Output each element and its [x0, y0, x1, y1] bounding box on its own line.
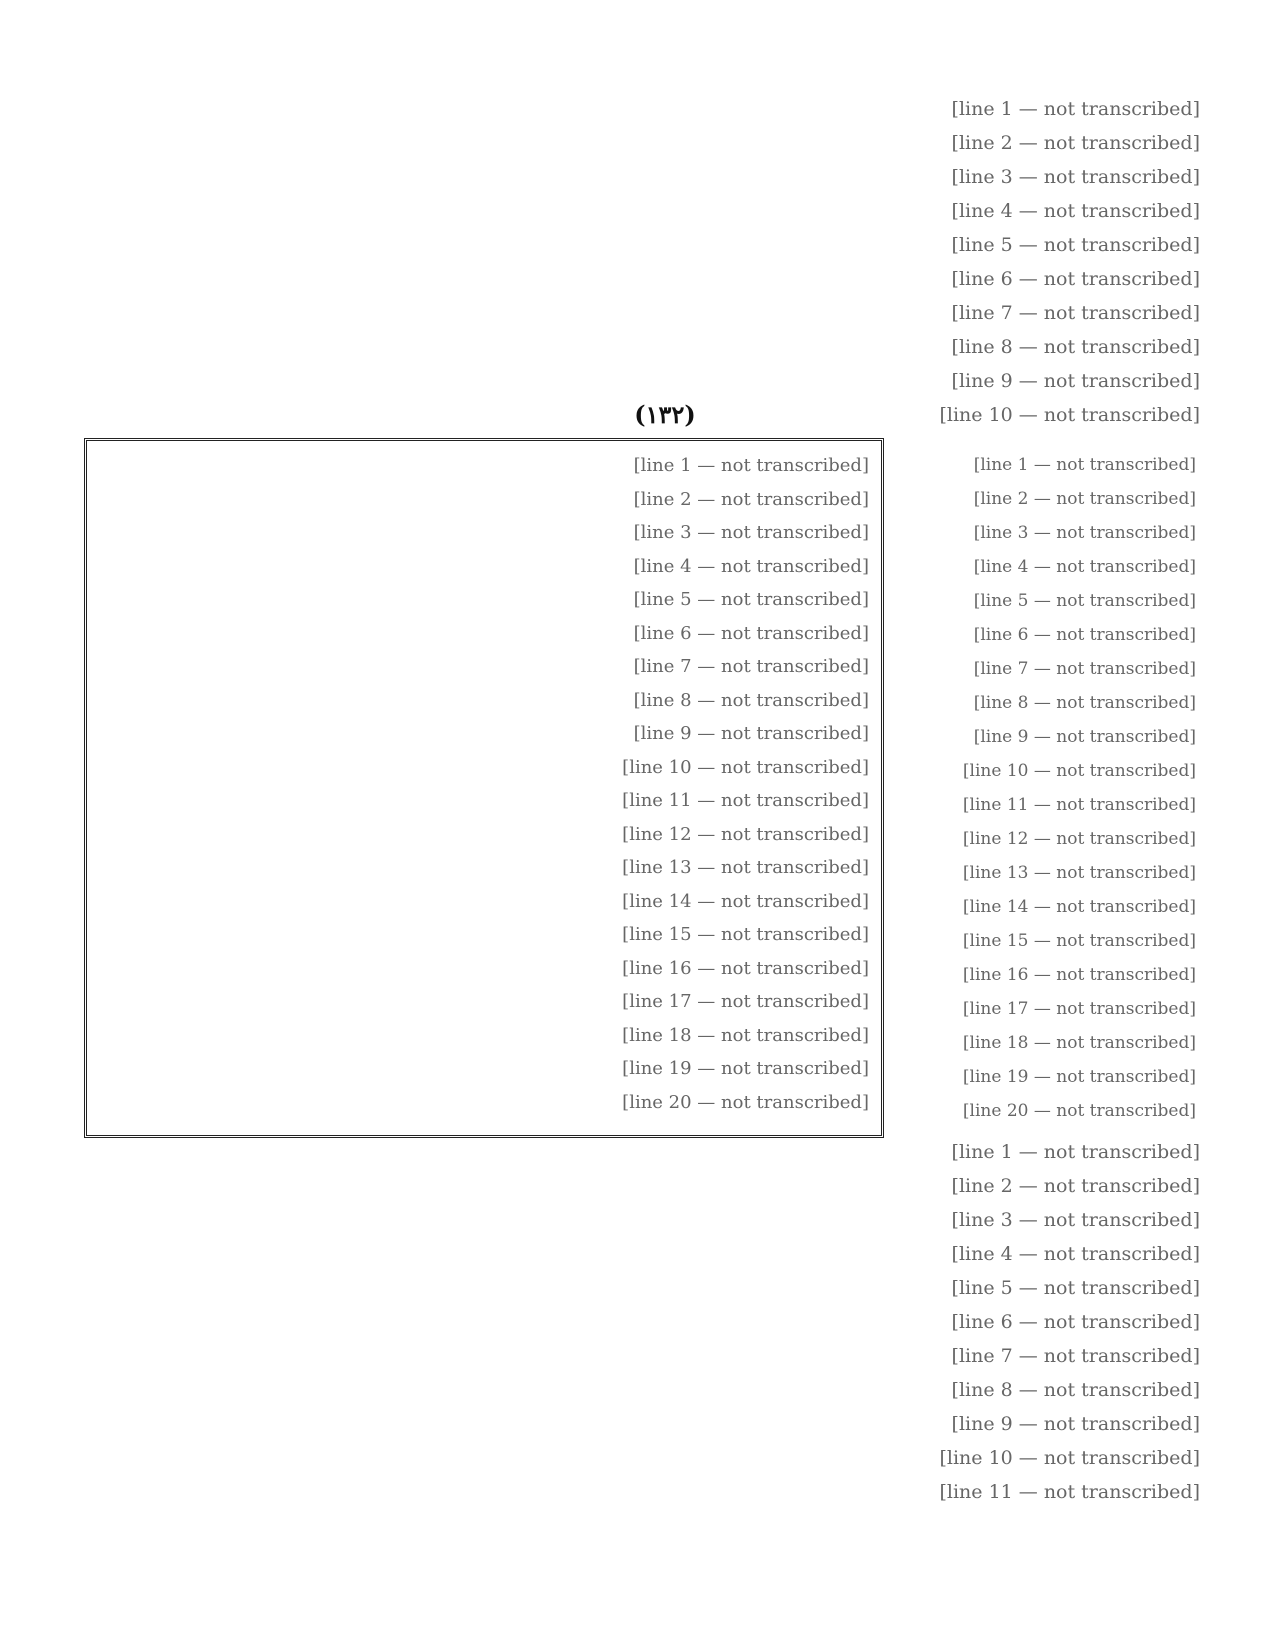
gloss-line: [line 15 — not transcribed] [962, 931, 1196, 951]
main-text-line: [line 11 — not transcribed] [622, 790, 869, 811]
commentary-line: [line 10 — not transcribed] [939, 1447, 1200, 1469]
commentary-line: [line 6 — not transcribed] [951, 268, 1200, 290]
commentary-line: [line 9 — not transcribed] [951, 370, 1200, 392]
commentary-line: [line 1 — not transcribed] [951, 98, 1200, 120]
gloss-line: [line 3 — not transcribed] [973, 523, 1196, 543]
main-text-line: [line 17 — not transcribed] [622, 991, 869, 1012]
commentary-line: [line 11 — not transcribed] [939, 1481, 1200, 1503]
commentary-line: [line 9 — not transcribed] [951, 1413, 1200, 1435]
main-text-line: [line 14 — not transcribed] [622, 890, 869, 912]
gloss-line: [line 1 — not transcribed] [973, 455, 1196, 475]
commentary-line: [line 2 — not transcribed] [951, 132, 1200, 154]
main-text-line: [line 1 — not transcribed] [633, 455, 869, 476]
gloss-line: [line 11 — not transcribed] [962, 795, 1196, 815]
commentary-line: [line 7 — not transcribed] [951, 1345, 1200, 1367]
gloss-line: [line 7 — not transcribed] [973, 659, 1196, 679]
main-text-line: [line 7 — not transcribed] [633, 656, 869, 677]
commentary-line: [line 5 — not transcribed] [951, 1277, 1200, 1299]
commentary-line: [line 8 — not transcribed] [951, 1379, 1200, 1401]
gloss-line: [line 6 — not transcribed] [973, 625, 1196, 645]
commentary-line: [line 3 — not transcribed] [951, 1209, 1200, 1231]
gloss-line: [line 9 — not transcribed] [973, 727, 1196, 747]
gloss-line: [line 16 — not transcribed] [962, 965, 1196, 985]
main-text-line: [line 20 — not transcribed] [622, 1091, 869, 1113]
gloss-line: [line 18 — not transcribed] [962, 1033, 1196, 1053]
main-text-line: [line 19 — not transcribed] [622, 1058, 869, 1079]
commentary-line: [line 10 — not transcribed] [939, 404, 1200, 426]
main-text-line: [line 5 — not transcribed] [633, 589, 869, 610]
main-text-line: [line 16 — not transcribed] [622, 957, 869, 979]
main-text-frame [84, 438, 884, 1138]
commentary-line: [line 7 — not transcribed] [951, 302, 1200, 324]
main-text-line: [line 2 — not transcribed] [633, 488, 869, 510]
main-text-line: [line 4 — not transcribed] [633, 555, 869, 577]
commentary-line: [line 6 — not transcribed] [951, 1311, 1200, 1333]
page-number: (١٣٢) [634, 400, 696, 429]
main-text-line: [line 6 — not transcribed] [633, 622, 869, 644]
gloss-line: [line 5 — not transcribed] [973, 591, 1196, 611]
gloss-line: [line 8 — not transcribed] [973, 693, 1196, 713]
gloss-line: [line 12 — not transcribed] [962, 829, 1196, 849]
bottom-commentary [80, 1135, 1200, 1509]
gloss-line: [line 17 — not transcribed] [962, 999, 1196, 1019]
gloss-line: [line 4 — not transcribed] [973, 557, 1196, 577]
gloss-line: [line 14 — not transcribed] [962, 897, 1196, 917]
gloss-line: [line 13 — not transcribed] [962, 863, 1196, 883]
main-text-line: [line 10 — not transcribed] [622, 756, 869, 778]
main-text-line: [line 12 — not transcribed] [622, 823, 869, 845]
main-text-line: [line 15 — not transcribed] [622, 924, 869, 945]
main-text-line: [line 9 — not transcribed] [633, 723, 869, 744]
commentary-line: [line 8 — not transcribed] [951, 336, 1200, 358]
gloss-line: [line 20 — not transcribed] [962, 1101, 1196, 1121]
commentary-line: [line 4 — not transcribed] [951, 200, 1200, 222]
gloss-line: [line 19 — not transcribed] [962, 1067, 1196, 1087]
commentary-line: [line 2 — not transcribed] [951, 1175, 1200, 1197]
commentary-line: [line 5 — not transcribed] [951, 234, 1200, 256]
side-gloss-column [896, 448, 1196, 1138]
main-text-line: [line 3 — not transcribed] [633, 522, 869, 543]
commentary-line: [line 3 — not transcribed] [951, 166, 1200, 188]
commentary-line: [line 1 — not transcribed] [951, 1141, 1200, 1163]
gloss-line: [line 2 — not transcribed] [973, 489, 1196, 509]
main-text-line: [line 8 — not transcribed] [633, 689, 869, 711]
main-text-line: [line 18 — not transcribed] [622, 1024, 869, 1046]
top-commentary [80, 92, 1200, 432]
gloss-line: [line 10 — not transcribed] [962, 761, 1196, 781]
commentary-line: [line 4 — not transcribed] [951, 1243, 1200, 1265]
main-text-line: [line 13 — not transcribed] [622, 857, 869, 878]
